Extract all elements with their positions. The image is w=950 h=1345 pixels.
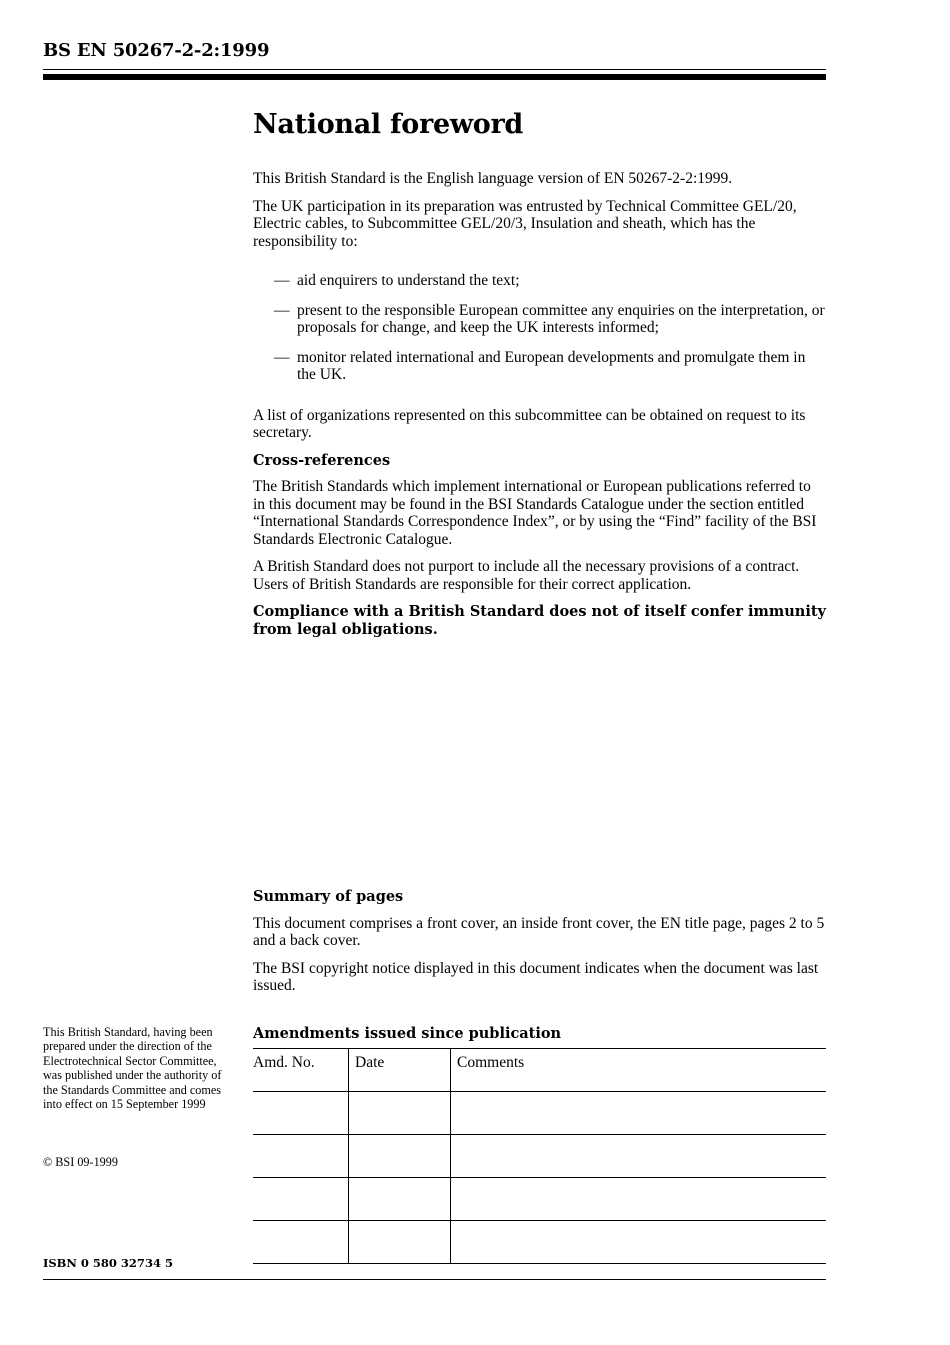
amendments-title: Amendments issued since publication xyxy=(253,1025,562,1042)
table-header-row xyxy=(253,1049,826,1092)
dash-bullet: — xyxy=(274,348,290,366)
cross-references-heading: Cross-references xyxy=(253,451,391,469)
amendments-table xyxy=(253,1048,826,1264)
header-rule-thin xyxy=(43,69,826,70)
summary-paragraph: This document comprises a front cover, an inside front cover, the EN title page, pages 2 to 5 and a back cover. xyxy=(253,914,825,949)
contract-paragraph: A British Standard does not purport to include all the necessary provisions of a contract. Users of British Standards are responsible for their correct application. xyxy=(253,558,800,593)
isbn-line: ISBN 0 580 32734 5 xyxy=(43,1256,173,1270)
organizations-paragraph: A list of organizations represented on this subcommittee can be obtained on request to its secretary. xyxy=(253,406,806,441)
table-cell xyxy=(349,1221,451,1264)
copyright-notice-paragraph: The BSI copyright notice displayed in this document indicates when the document was last issued. xyxy=(253,959,819,994)
participation-paragraph: The UK participation in its preparation was entrusted by Technical Committee GEL/20, Electric cables, to Subcommittee GEL/20/3, Insulation and sheath, which has the responsibility to: xyxy=(253,197,797,250)
column-header-amd-no: Amd. No. xyxy=(253,1049,349,1092)
table-cell xyxy=(253,1221,349,1264)
table-cell xyxy=(349,1135,451,1178)
page-title: National foreword xyxy=(253,109,523,140)
table-cell xyxy=(451,1221,827,1264)
summary-section xyxy=(253,888,826,1005)
standard-number: BS EN 50267-2-2:1999 xyxy=(43,40,270,61)
table-cell xyxy=(451,1135,827,1178)
table-cell xyxy=(451,1178,827,1221)
list-item-text: monitor related international and European developments and promulgate them in the UK. xyxy=(297,348,806,383)
table-row xyxy=(253,1221,826,1264)
foreword-body xyxy=(253,108,826,648)
column-header-date: Date xyxy=(349,1049,451,1092)
publication-note: This British Standard, having been prepared under the direction of the Electrotechnical Sector Committee, was published under the authority of the Standards Committee and comes into effect on 15 September 1999 xyxy=(43,1025,222,1112)
summary-heading: Summary of pages xyxy=(253,888,404,905)
list-item-text: aid enquirers to understand the text; xyxy=(297,272,520,289)
table-cell xyxy=(253,1092,349,1135)
table-cell xyxy=(349,1178,451,1221)
table-row xyxy=(253,1092,826,1135)
intro-paragraph: This British Standard is the English language version of EN 50267-2-2:1999. xyxy=(253,170,733,187)
header-rule-thick xyxy=(43,74,826,80)
copyright-line: © BSI 09-1999 xyxy=(43,1155,118,1169)
cross-references-paragraph: The British Standards which implement international or European publications referred to in this document may be found in the BSI Standards Catalogue under the section entitled “International Standards Correspondence Index”, or by using the “Find” facility of the BSI Standards Electronic Catalogue. xyxy=(253,478,817,548)
compliance-paragraph: Compliance with a British Standard does not of itself confer immunity from legal obligations. xyxy=(253,603,826,638)
list-item xyxy=(253,272,826,290)
list-item xyxy=(253,302,826,337)
list-item xyxy=(253,349,826,384)
table-cell xyxy=(253,1178,349,1221)
table-row xyxy=(253,1178,826,1221)
table-cell xyxy=(451,1092,827,1135)
column-header-comments: Comments xyxy=(451,1049,827,1092)
table-cell xyxy=(349,1092,451,1135)
table-row xyxy=(253,1135,826,1178)
dash-bullet: — xyxy=(274,272,290,289)
footer-rule xyxy=(43,1279,826,1280)
table-cell xyxy=(253,1135,349,1178)
list-item-text: present to the responsible European committee any enquiries on the interpretation, or proposals for change, and keep the UK interests informed; xyxy=(297,301,825,336)
responsibility-list xyxy=(253,272,826,384)
dash-bullet: — xyxy=(274,301,290,319)
